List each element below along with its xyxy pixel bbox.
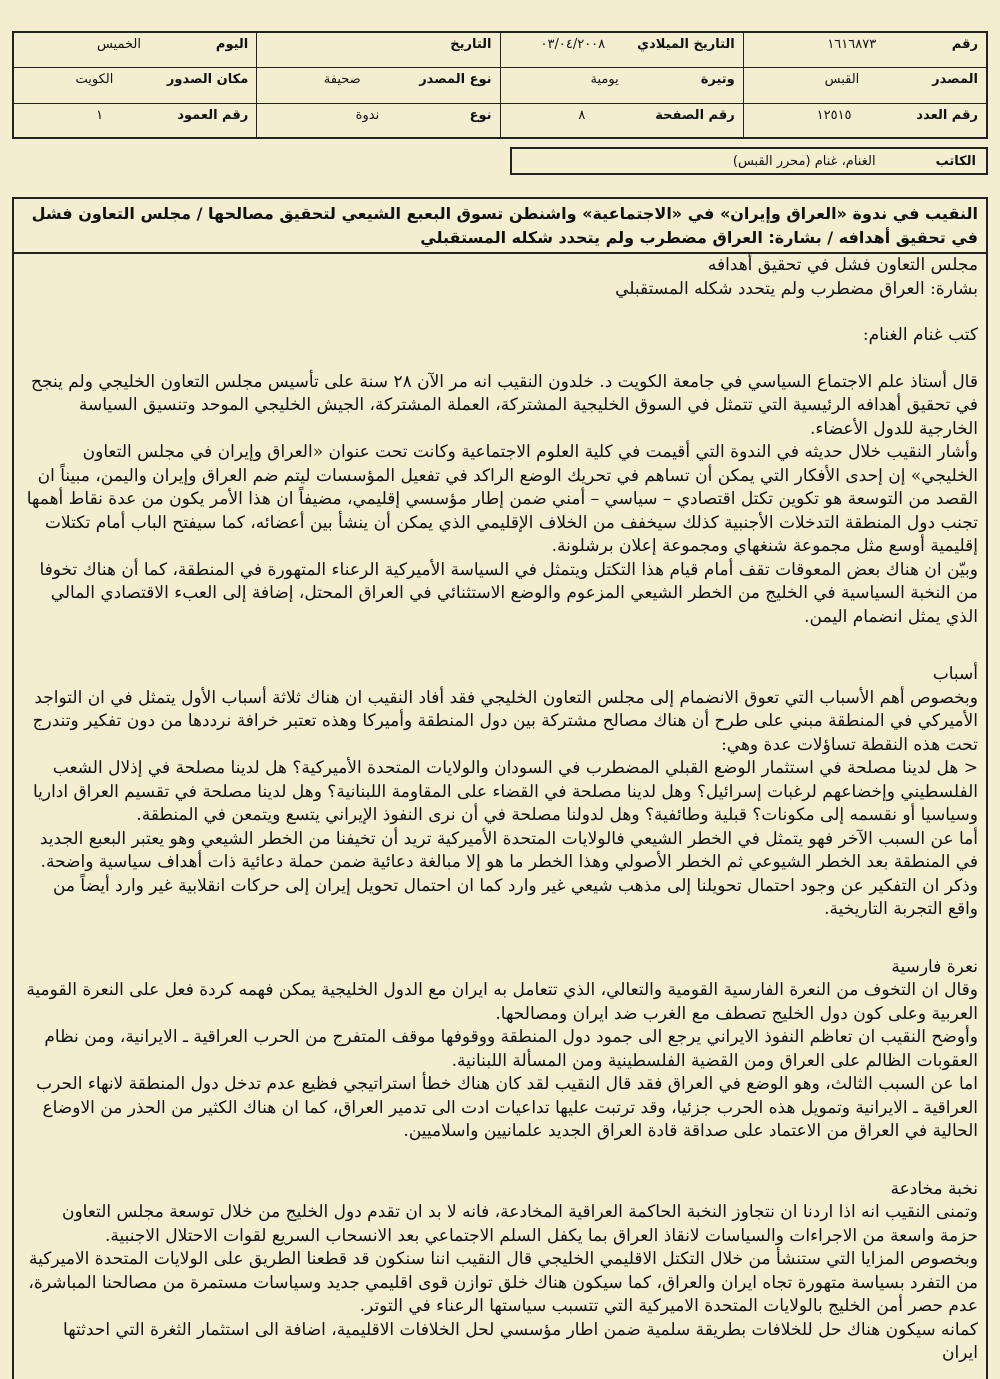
issue-number-cell <box>743 104 986 139</box>
date-cell <box>256 33 499 67</box>
field-label: التاريخ الميلادي <box>637 37 735 52</box>
subhead: بشارة: العراق مضطرب ولم يتحدد شكله المستقبلي <box>615 278 978 299</box>
author-name: الغنام، غنام (محرر القبس) <box>732 153 876 169</box>
field-label: رقم الصفحة <box>655 107 735 123</box>
source-type-cell <box>256 68 499 102</box>
paragraph: أما عن السبب الآخر فهو يتمثل في الخطر الشيعي فالولايات المتحدة الأميركية تريد أن تخيفنا من الخطر الشيعي وهو يعتبر البعبع الجديد في المنطقة بعد الخطر الشيوعي ثم الخطر الأصولي وهذا الخطر ما هو إلا مبالغة دعائية ضمن حملة دعائية ذات أهداف سياسية واضحة. <box>39 828 978 872</box>
spacer <box>22 629 978 663</box>
spacer <box>22 1144 978 1178</box>
field-label: نوع المصدر <box>419 72 492 88</box>
field-label: رقم <box>951 37 978 52</box>
headline: النقيب في ندوة «العراق وإيران» في «الاجتماعية» واشنطن تسوق البعبع الشيعي لتحقيق مصالحها / مجلس التعاون فشل في تحقيق أهدافه / بشارة: العراق مضطرب ولم يتحدد شكله المستقبلي <box>12 197 988 254</box>
author-label: الكاتب <box>935 153 976 169</box>
type-cell <box>256 104 499 139</box>
field-value: القبس <box>824 72 860 88</box>
field-value: ٠٣/٠٤/٢٠٠٨ <box>540 37 606 52</box>
spacer <box>22 301 978 324</box>
paragraph: وبخصوص أهم الأسباب التي تعوق الانضمام إلى مجلس التعاون الخليجي فقد أفاد النقيب ان هناك ثلاثة أسباب الأول يتمثل في ان التواجد الأميركي في المنطقة مبني على طرح أن هناك مصالح مشتركة بين دول المنطقة وأميركا وهذه تعتبر خرافة نرددها من دون تفكير وتندرج تحت هذه النقطة تساؤلات عدة وهي: <box>32 687 978 755</box>
paragraph: قال أستاذ علم الاجتماع السياسي في جامعة الكويت د. خلدون النقيب انه مر الآن ٢٨ سنة على تأسيس مجلس التعاون الخليجي ولم ينجح في تحقيق أهدافه الرئيسية التي تتمثل في السوق الخليجية المشتركة، العملة المشتركة، الجيش الخليجي الموحد وتنسيق السياسة الخارجية للدول الأعضاء. <box>31 371 978 439</box>
article-body <box>12 254 988 1379</box>
field-value: ١٢٥١٥ <box>816 107 852 123</box>
field-label: وتيرة <box>700 72 735 88</box>
field-label: نوع <box>469 107 492 123</box>
field-label: رقم العمود <box>177 107 249 123</box>
paragraph: وتمنى النقيب انه اذا اردنا ان نتجاوز النخبة الحاكمة العراقية المخادعة، فانه لا بد ان تقدم دول الخليج من خلال توسعة مجلس التعاون حزمة واسعة من الاجراءات والسياسات لانقاذ العراق بما يكفل السلم الاجتماعي بعد الانسحاب السريع لقوات الاحتلال الاجنبية. <box>61 1202 978 1246</box>
metadata-table <box>12 31 988 139</box>
section-heading: أسباب <box>932 664 978 684</box>
field-label: التاريخ <box>450 37 492 52</box>
paragraph: كمانه سيكون هناك حل للخلافات بطريقة سلمية ضمن اطار مؤسسي لحل الخلافات الاقليمية، اضافة الى استثمار الثغرة التي احدثتها ايران <box>63 1319 978 1363</box>
metadata-row <box>14 68 986 103</box>
field-value: يومية <box>590 72 619 88</box>
frequency-cell <box>500 68 743 102</box>
number-cell <box>743 33 986 67</box>
field-value: ١ <box>96 107 104 123</box>
spacer <box>22 922 978 956</box>
gregorian-date-cell <box>500 33 743 67</box>
field-label: رقم العدد <box>916 107 978 123</box>
metadata-row <box>14 104 986 139</box>
paragraph: وأوضح النقيب ان تعاظم النفوذ الايراني يرجع الى جمود دول المنطقة ووقوفها موقف المتفرج من الحرب العراقية ـ الايرانية، ومن نظام العقوبات الظالم على العراق ومن القضية الفلسطينية ومن المسألة اللبنانية. <box>44 1027 978 1071</box>
metadata-row <box>14 33 986 68</box>
field-value: صحيفة <box>323 72 361 88</box>
field-value: الكويت <box>75 72 114 88</box>
section-heading: نخبة مخادعة <box>890 1178 978 1199</box>
paragraph: اما عن السبب الثالث، وهو الوضع في العراق فقد قال النقيب لقد كان هناك خطأ استراتيجي فظيع عدم تدخل دول المنطقة لانهاء الحرب العراقية ـ الايرانية وتمويل هذه الحرب جزئيا، وقد ترتبت عليها تداعيات ادت الى تدمير العراق، كما ان هناك الكثير من الحذر من الاوضاع الحالية في العراق من الاعتماد على صداقة قادة العراق الجديد علمانيين واسلاميين. <box>36 1074 978 1141</box>
page-number-cell <box>500 104 743 139</box>
paragraph: وقال ان التخوف من النعرة الفارسية القومية والتعالي، الذي تتعامل به ايران مع الدول الخليجية يمكن فهمه كردة فعل على النعرة القومية العربية وعلى كون دول الخليج تصطف مع الغرب ضد ايران ومصالحها. <box>26 980 978 1024</box>
paragraph: وبيّن ان هناك بعض المعوقات تقف أمام قيام هذا التكتل ويتمثل في السياسة الأميركية الرعناء المتهورة في المنطقة، كما أن هناك تخوفا من النخبة السياسية في الخليج من الخطر الشيعي المزعوم والوضع الاستثنائي في العراق المحتل، إضافة إلى العبء الاقتصادي المالي الذي يمثل انضمام اليمن. <box>39 559 978 627</box>
field-label: المصدر <box>932 72 978 88</box>
field-label: اليوم <box>215 37 249 52</box>
day-cell <box>14 33 256 67</box>
author-box <box>510 147 988 175</box>
field-value: ٨ <box>578 107 586 123</box>
field-value: ١٦١٦٨٧٣ <box>827 37 877 52</box>
paragraph: وأشار النقيب خلال حديثه في الندوة التي أقيمت في كلية العلوم الاجتماعية وكانت تحت عنوان «العراق وإيران في مجلس التعاون الخليجي» إن إحدى الأفكار التي يمكن أن تساهم في تحريك الوضع الراكد في تفعيل المؤسسات ليتم ضم العراق وإيران واليمن، مبيناً ان القصد من التوسعة هو تكوين تكتل اقتصادي – سياسي – أمني ضمن إطار مؤسسي إقليمي، مضيفاً ان هذا الأمر يكون من عدة نقاط أهمها تجنب دول المنطقة التدخلات الأجنبية كذلك سيخفف من الخلاف الإقليمي الذي يمكن أن ينشأ بين أعضائه، كما سيفتح الباب أمام تكتلات إقليمية أوسع مثل مجموعة شنغهاي ومجموعة إعلان برشلونة. <box>26 442 978 556</box>
paragraph: وبخصوص المزايا التي ستنشأ من خلال التكتل الاقليمي الخليجي قال النقيب اننا سنكون قد قطعنا الطريق على الولايات المتحدة الاميركية من التفرد بسياسة متهورة تجاه ايران والعراق، كما سيكون هناك خلق توازن قوى اقليمي جديد وسياسات مستمرة من مصالحنا المباشرة، عدم حصر أمن الخليج بالولايات المتحدة الاميركية التي تتسبب سياستها الرعناء في التوتر. <box>28 1249 978 1316</box>
source-cell <box>743 68 986 102</box>
field-value: الخميس <box>96 37 141 52</box>
field-value: ندوة <box>355 107 380 123</box>
subhead: مجلس التعاون فشل في تحقيق أهدافه <box>707 255 978 275</box>
paragraph: < هل لدينا مصلحة في استثمار الوضع القبلي المضطرب في السودان والولايات المتحدة الأميركية؟ هل لدينا مصلحة في إذلال الشعب الفلسطيني وإخضاعهم لرغبات إسرائيل؟ وهل لدينا مصلحة في القضاء على المقاومة اللبنانية؟ وهل لدينا مصلحة في تقسيم العراق اداريا وسياسيا أو نقسمه إلى مكونات؟ قبلية وطائفية؟ وهل لدولنا مصلحة في أن نرى النفوذ الإيراني يتسع ويتمعن في المنطقة. <box>32 758 978 825</box>
paragraph: وذكر ان التفكير عن وجود احتمال تحويلنا إلى مذهب شيعي غير وارد كما ان احتمال تحويل إيران إلى حركات انقلابية غير وارد أيضاً من واقع التجربة التاريخية. <box>52 875 978 919</box>
column-number-cell <box>14 104 256 139</box>
section-heading: نعرة فارسية <box>891 956 978 977</box>
field-label: مكان الصدور <box>166 72 249 88</box>
byline: كتب غنام الغنام: <box>862 325 978 345</box>
publication-place-cell <box>14 68 256 102</box>
spacer <box>22 348 978 371</box>
